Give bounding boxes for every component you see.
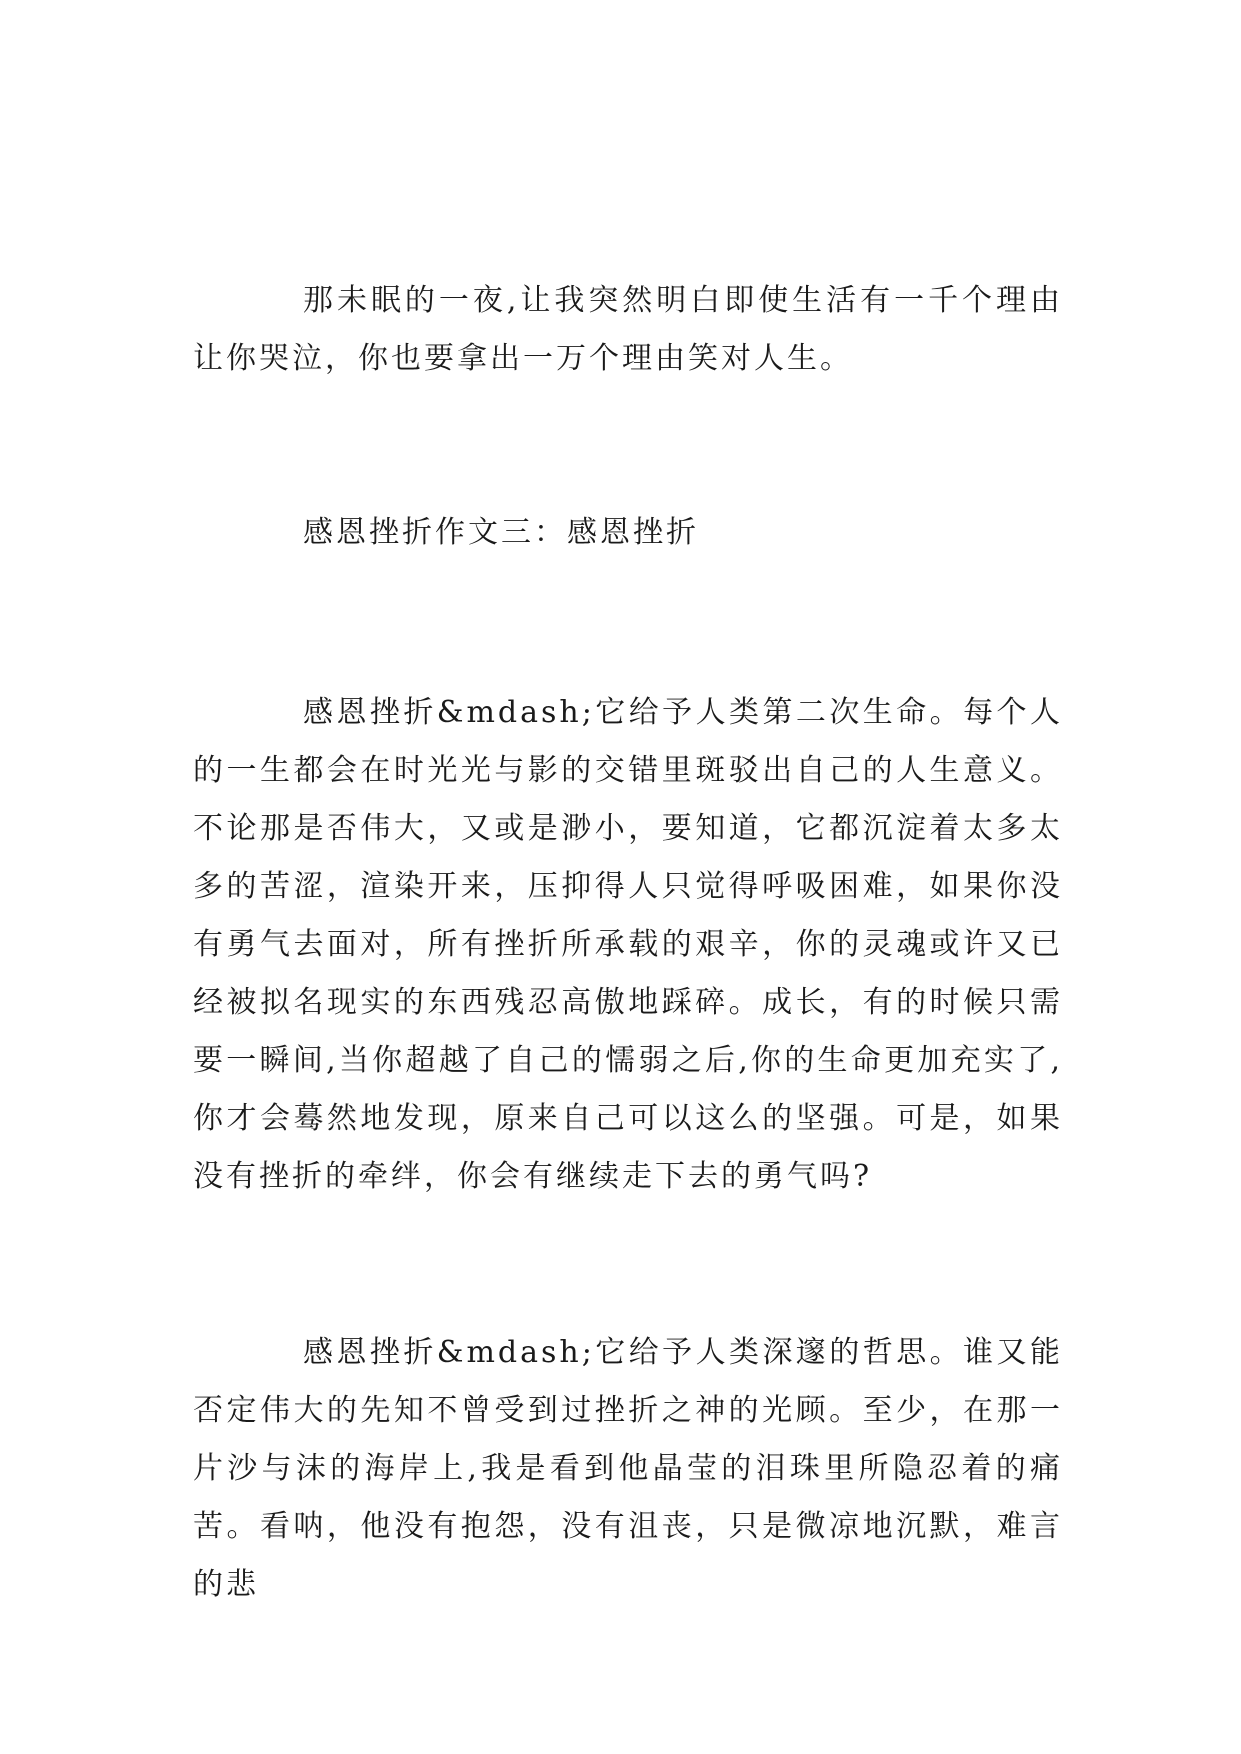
essay-heading: 感恩挫折作文三：感恩挫折 — [303, 515, 699, 550]
paragraph-second-life: 感恩挫折&mdash;它给予人类第二次生命。每个人的一生都会在时光光与影的交错里斑驳出自己的人生意义。不论那是否伟大，又或是渺小，要知道，它都沉淀着太多太多的苦涩，渲染开来，压抑得人只觉得呼吸困难，如果你没有勇气去面对，所有挫折所承载的艰辛，你的灵魂或许又已经被拟名现实的东西残忍高傲地踩碎。成长，有的时候只需要一瞬间,当你超越了自己的懦弱之后,你的生命更加充实了,你才会蓦然地发现，原来自己可以这么的坚强。可是，如果没有挫折的牵绊，你会有继续走下去的勇气吗? — [193, 695, 1063, 1194]
paragraph-closing-reflection: 那未眠的一夜,让我突然明白即使生活有一千个理由让你哭泣，你也要拿出一万个理由笑对人生。 — [193, 283, 1063, 376]
paragraph-deep-thought: 感恩挫折&mdash;它给予人类深邃的哲思。谁又能否定伟大的先知不曾受到过挫折之神的光顾。至少，在那一片沙与沫的海岸上,我是看到他晶莹的泪珠里所隐忍着的痛苦。看呐，他没有抱怨，没有沮丧，只是微凉地沉默，难言的悲 — [193, 1335, 1063, 1602]
